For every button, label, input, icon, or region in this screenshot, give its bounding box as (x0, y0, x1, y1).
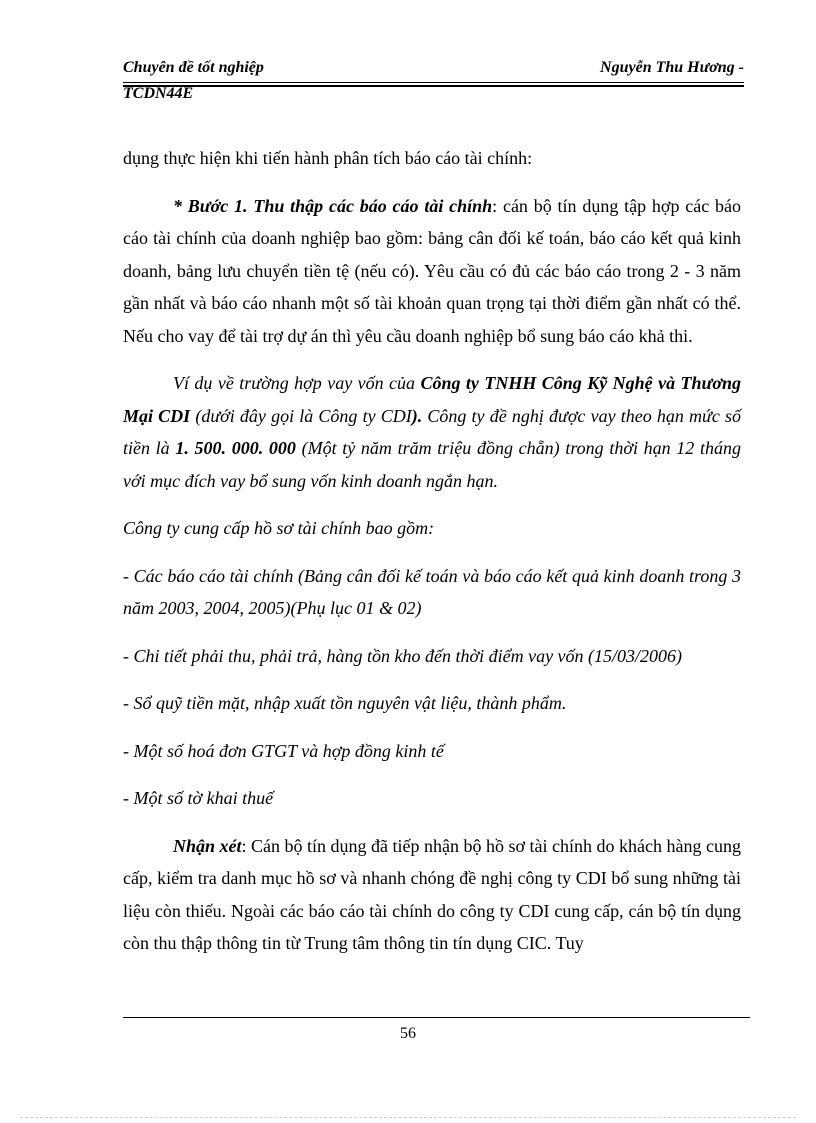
list-intro: Công ty cung cấp hồ sơ tài chính bao gồm: (123, 518, 435, 538)
header-rule-thick (123, 85, 744, 87)
page-bottom-border (20, 1117, 796, 1118)
header-row (123, 57, 744, 79)
step1-heading: * Bước 1. Thu thập các báo cáo tài chính (173, 195, 493, 216)
header-title: Chuyên đề tốt nghiệp (123, 59, 264, 76)
loan-amount: 1. 500. 000. 000 (175, 438, 296, 458)
paragraph-step1 (123, 190, 741, 353)
list-item: - Sổ quỹ tiền mặt, nhập xuất tồn nguyên vật liệu, thành phẩm. (123, 693, 567, 713)
document-body (123, 142, 741, 960)
list-item: - Một số tờ khai thuế (123, 788, 274, 808)
list-item: - Chi tiết phải thu, phải trả, hàng tồn kho đến thời điểm vay vốn (15/03/2006) (123, 645, 683, 666)
example-text-1: Ví dụ về trường hợp vay vốn của (173, 373, 421, 393)
example-bold-close: ). (411, 405, 423, 426)
header-rule-thin (123, 82, 744, 83)
page-header (123, 57, 744, 105)
step1-text: : cán bộ tín dụng tập hợp các báo cáo tài chính của doanh nghiệp bao gồm: bảng cân đối kế toán, báo cáo kết quả kinh doanh, bảng lưu chuyển tiền tệ (nếu có). Yêu cầu có đủ các báo cáo trong 2 - 3 năm gần nhất và báo cáo nhanh một số tài khoản quan trọng tại thời điểm gần nhất có thể. Nếu cho vay để tài trợ dự án thì yêu cầu doanh nghiệp bổ sung báo cáo khả thi. (123, 195, 741, 346)
remark-text: : Cán bộ tín dụng đã tiếp nhận bộ hồ sơ tài chính do khách hàng cung cấp, kiểm tra danh mục hồ sơ và nhanh chóng đề nghị công ty CDI bổ sung những tài liệu còn thiếu. Ngoài các báo cáo tài chính do công ty CDI cung cấp, cán bộ tín dụng còn thu thập thông tin từ Trung tâm thông tin tín dụng CIC. Tuy (123, 835, 741, 953)
paragraph-remark (123, 830, 741, 960)
list-item: - Các báo cáo tài chính (Bảng cân đối kế toán và báo cáo kết quả kinh doanh trong 3 năm 2003, 2004, 2005)(Phụ lục 01 & 02) (123, 565, 741, 618)
paragraph-intro: dụng thực hiện khi tiến hành phân tích báo cáo tài chính: (123, 148, 533, 168)
example-text-4: (Một tỷ năm trăm triệu đồng chẵn) trong thời hạn 12 tháng với mục đích vay bổ sung vốn kinh doanh ngắn hạn. (123, 438, 741, 491)
example-text-2: (dưới đây gọi là Công ty CDI (190, 405, 412, 426)
page-number: 56 (400, 1025, 416, 1042)
header-class-code: TCDN44E (123, 85, 194, 102)
footer-rule (123, 1017, 750, 1018)
header-author: Nguyễn Thu Hương - (600, 59, 744, 76)
company-name: Công ty TNHH Công Kỹ Nghệ và Thương Mại CDI (123, 373, 741, 426)
list-item: - Một số hoá đơn GTGT và hợp đồng kinh tế (123, 740, 444, 761)
remark-heading: Nhận xét (173, 835, 242, 856)
example-text-3: Công ty đề nghị được vay theo hạn mức số tiền là (123, 405, 742, 458)
paragraph-example (123, 367, 741, 497)
